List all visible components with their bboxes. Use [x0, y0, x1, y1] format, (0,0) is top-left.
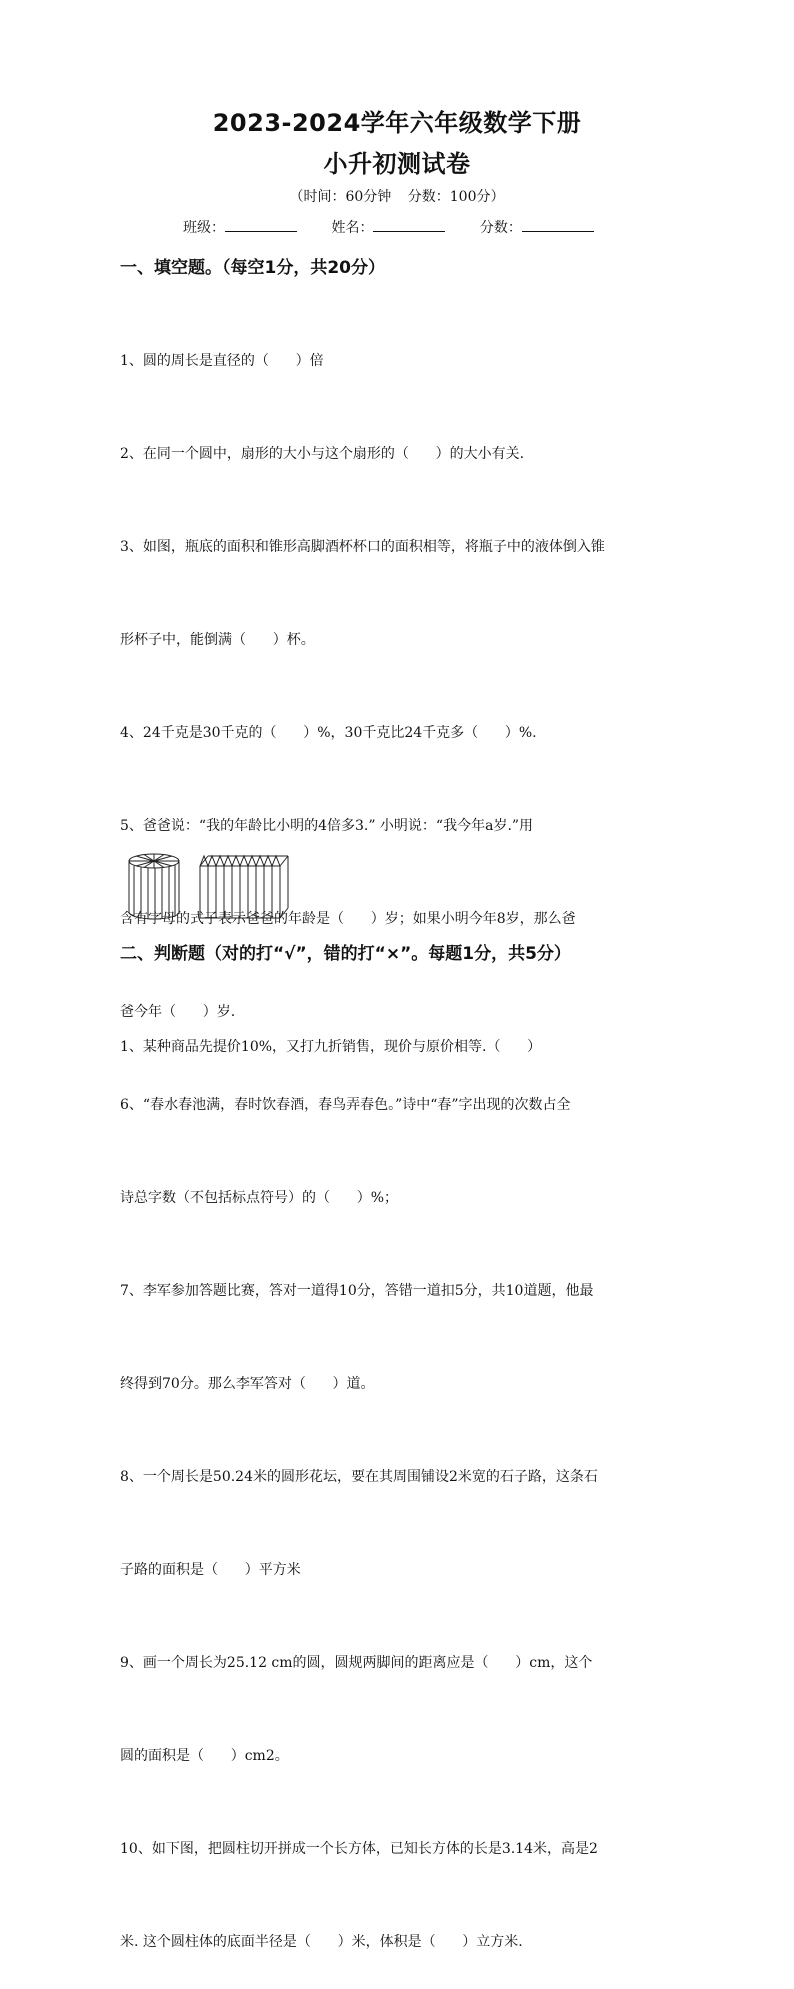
- cylinder-to-cuboid-figure: [128, 852, 298, 922]
- section-heading-true-false: 二、判断题（对的打“√”，错的打“×”。每题1分，共5分）: [120, 944, 571, 964]
- question-line: 1、圆的周长是直径的（ ）倍: [120, 353, 324, 369]
- section-heading-fill-blank: 一、填空题。（每空1分，共20分）: [120, 258, 385, 278]
- question-line: 形杯子中，能倒满（ ）杯。: [120, 632, 315, 648]
- class-label: 班级：: [183, 220, 225, 236]
- exam-meta: [0, 186, 794, 206]
- name-field[interactable]: [331, 217, 445, 237]
- question-line: 圆的面积是（ ）cm2。: [120, 1748, 289, 1764]
- question-line: 7、李军参加答题比赛，答对一道得10分，答错一道扣5分，共10道题，他最: [120, 1283, 594, 1299]
- student-fields: [183, 217, 624, 237]
- score-blank[interactable]: [522, 219, 594, 232]
- name-blank[interactable]: [373, 219, 445, 232]
- question-line: 子路的面积是（ ）平方米: [120, 1562, 301, 1578]
- class-field[interactable]: [183, 217, 297, 237]
- question-line: 3、如图，瓶底的面积和锥形高脚酒杯杯口的面积相等，将瓶子中的液体倒入锥: [120, 539, 605, 555]
- page-title: 2023-2024学年六年级数学下册: [212, 109, 582, 137]
- question-line: 1、某种商品先提价10%，又打九折销售，现价与原价相等.（ ）: [120, 1039, 542, 1055]
- score-field[interactable]: [480, 217, 594, 237]
- score-label: 分数：: [479, 220, 522, 236]
- fill-blank-questions: [120, 284, 680, 1989]
- rearranged-cuboid-icon: [200, 856, 288, 918]
- question-line: 9、画一个周长为25.12 cm的圆，圆规两脚间的距离应是（ ）cm，这个: [120, 1655, 593, 1671]
- score-info: 分数：100分）: [407, 189, 505, 205]
- question-line: 爸今年（ ）岁.: [120, 1004, 236, 1020]
- question-line: 终得到70分。那么李军答对（ ）道。: [120, 1376, 375, 1392]
- question-line: 诗总字数（不包括标点符号）的（ ）%；: [120, 1190, 399, 1206]
- true-false-questions: [120, 970, 680, 1094]
- question-line: 8、一个周长是50.24米的圆形花坛，要在其周围铺设2米宽的石子路，这条石: [120, 1469, 598, 1485]
- question-line: 6、“春水春池满，春时饮春酒，春鸟弄春色。”诗中“春”字出现的次数占全: [120, 1097, 571, 1113]
- question-line: 米. 这个圆柱体的底面半径是（ ）米，体积是（ ）立方米.: [120, 1934, 523, 1950]
- page-subtitle: 小升初测试卷: [323, 150, 471, 178]
- question-line: 10、如下图，把圆柱切开拼成一个长方体，已知长方体的长是3.14米，高是2: [120, 1841, 598, 1857]
- time-info: （时间：60分钟: [289, 189, 392, 205]
- question-line: 4、24千克是30千克的（ ）%，30千克比24千克多（ ）%.: [120, 725, 537, 741]
- sliced-cylinder-icon: [129, 854, 179, 919]
- name-label: 姓名：: [331, 220, 374, 236]
- question-line: 含有字母的式子表示爸爸的年龄是（ ）岁；如果小明今年8岁，那么爸: [120, 911, 576, 927]
- question-line: 2、在同一个圆中，扇形的大小与这个扇形的（ ）的大小有关.: [120, 446, 525, 462]
- class-blank[interactable]: [225, 219, 297, 232]
- question-line: 5、爸爸说：“我的年龄比小明的4倍多3.” 小明说：“我今年a岁.”用: [120, 818, 534, 834]
